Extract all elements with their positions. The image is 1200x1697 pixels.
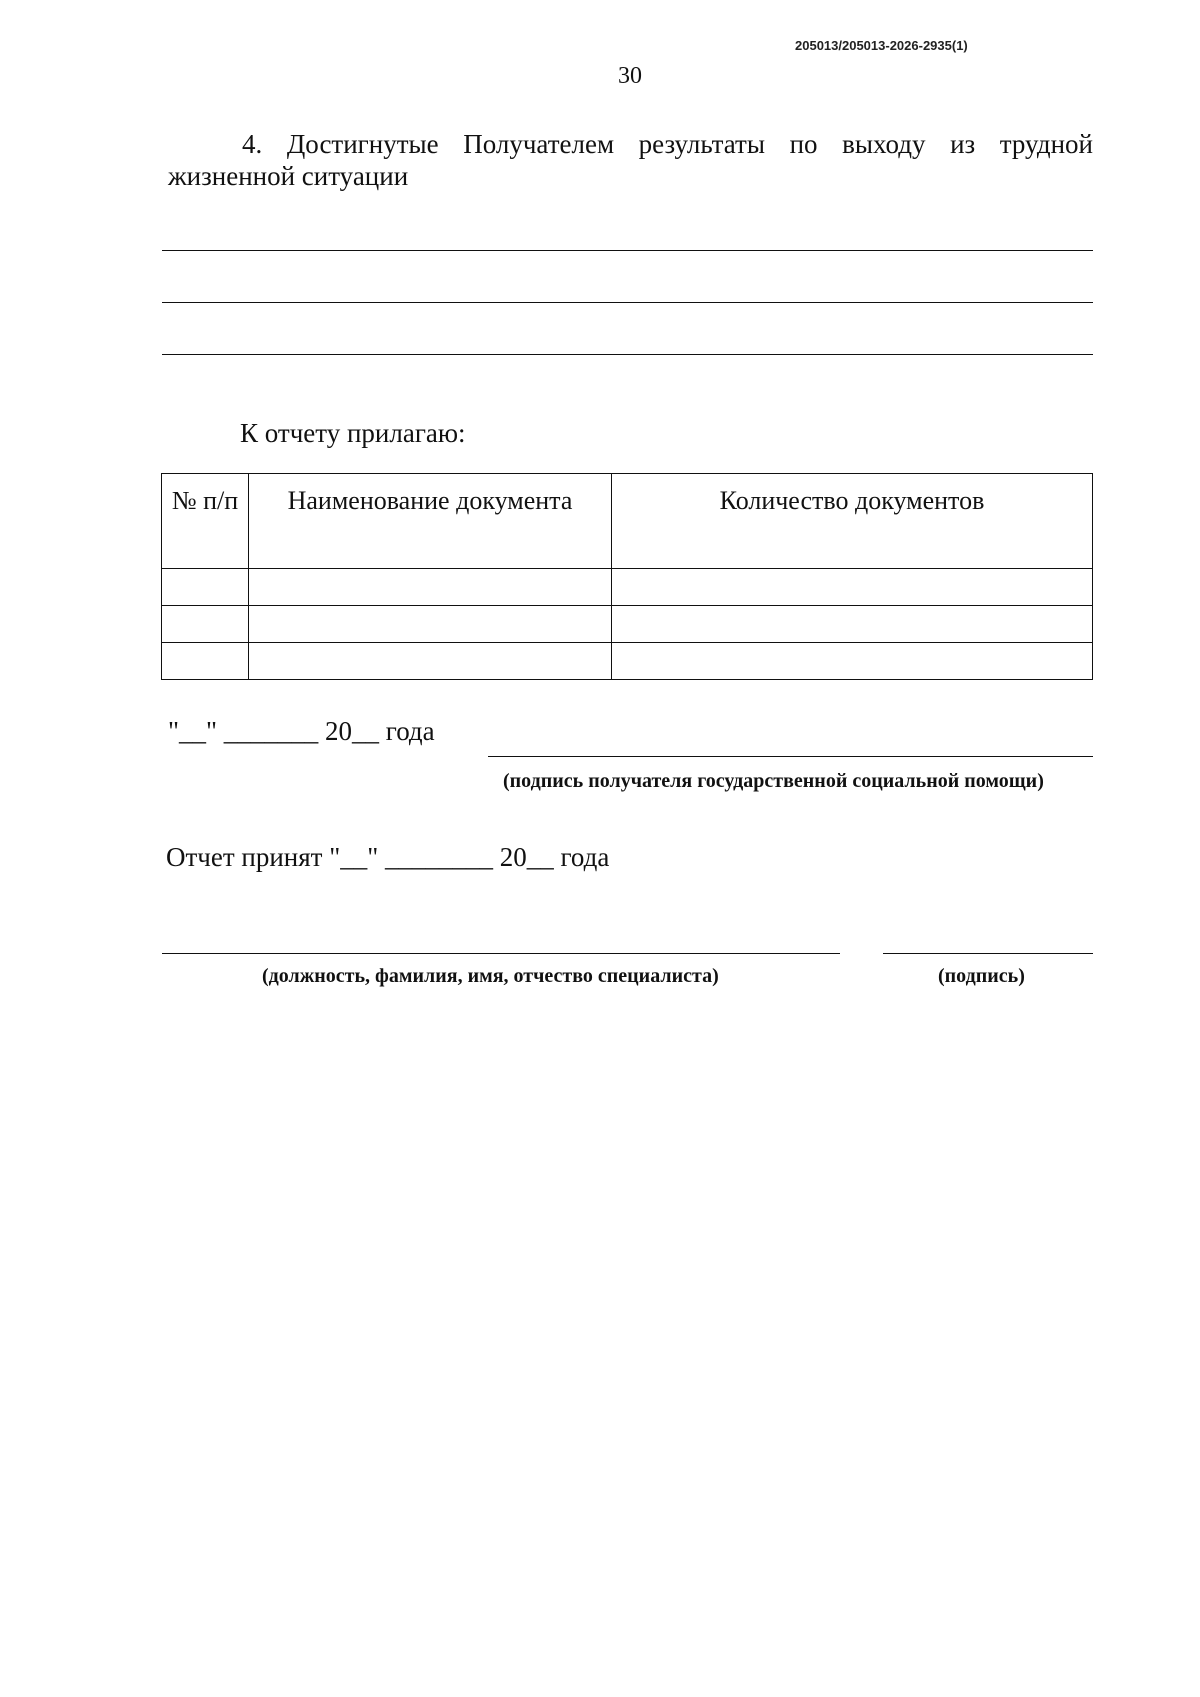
page-number: 30	[618, 63, 642, 89]
column-header-document-name: Наименование документа	[249, 474, 612, 569]
blank-answer-line-3	[162, 354, 1093, 355]
table-cell[interactable]	[249, 606, 612, 643]
table-cell[interactable]	[612, 643, 1093, 680]
report-date-line: "__" _______ 20__ года	[168, 716, 435, 746]
recipient-signature-caption: (подпись получателя государственной социальной помощи)	[503, 770, 1044, 792]
table-row	[162, 606, 1093, 643]
section-title-line-2: жизненной ситуации	[168, 161, 409, 191]
blank-answer-line-2	[162, 302, 1093, 303]
table-cell[interactable]	[612, 606, 1093, 643]
table-cell[interactable]	[162, 569, 249, 606]
document-id: 205013/205013-2026-2935(1)	[795, 38, 968, 53]
column-header-number: № п/п	[162, 474, 249, 569]
table-cell[interactable]	[162, 643, 249, 680]
table-cell[interactable]	[612, 569, 1093, 606]
specialist-signature-line	[883, 953, 1093, 954]
section-title-line-1: 4. Достигнутые Получателем результаты по выходу из трудной	[242, 129, 1093, 159]
blank-answer-line-1	[162, 250, 1093, 251]
table-cell[interactable]	[162, 606, 249, 643]
recipient-signature-line	[488, 756, 1093, 757]
specialist-name-caption: (должность, фамилия, имя, отчество специалиста)	[262, 965, 719, 987]
specialist-signature-caption: (подпись)	[938, 965, 1025, 987]
specialist-name-line	[162, 953, 840, 954]
section-title	[168, 128, 1093, 192]
table-cell[interactable]	[249, 569, 612, 606]
table-row	[162, 569, 1093, 606]
report-accepted-line: Отчет принят "__" ________ 20__ года	[166, 842, 610, 872]
attachments-table	[161, 473, 1093, 680]
table-header-row	[162, 474, 1093, 569]
attachments-label: К отчету прилагаю:	[240, 418, 466, 448]
column-header-document-count: Количество документов	[612, 474, 1093, 569]
table-row	[162, 643, 1093, 680]
table-cell[interactable]	[249, 643, 612, 680]
